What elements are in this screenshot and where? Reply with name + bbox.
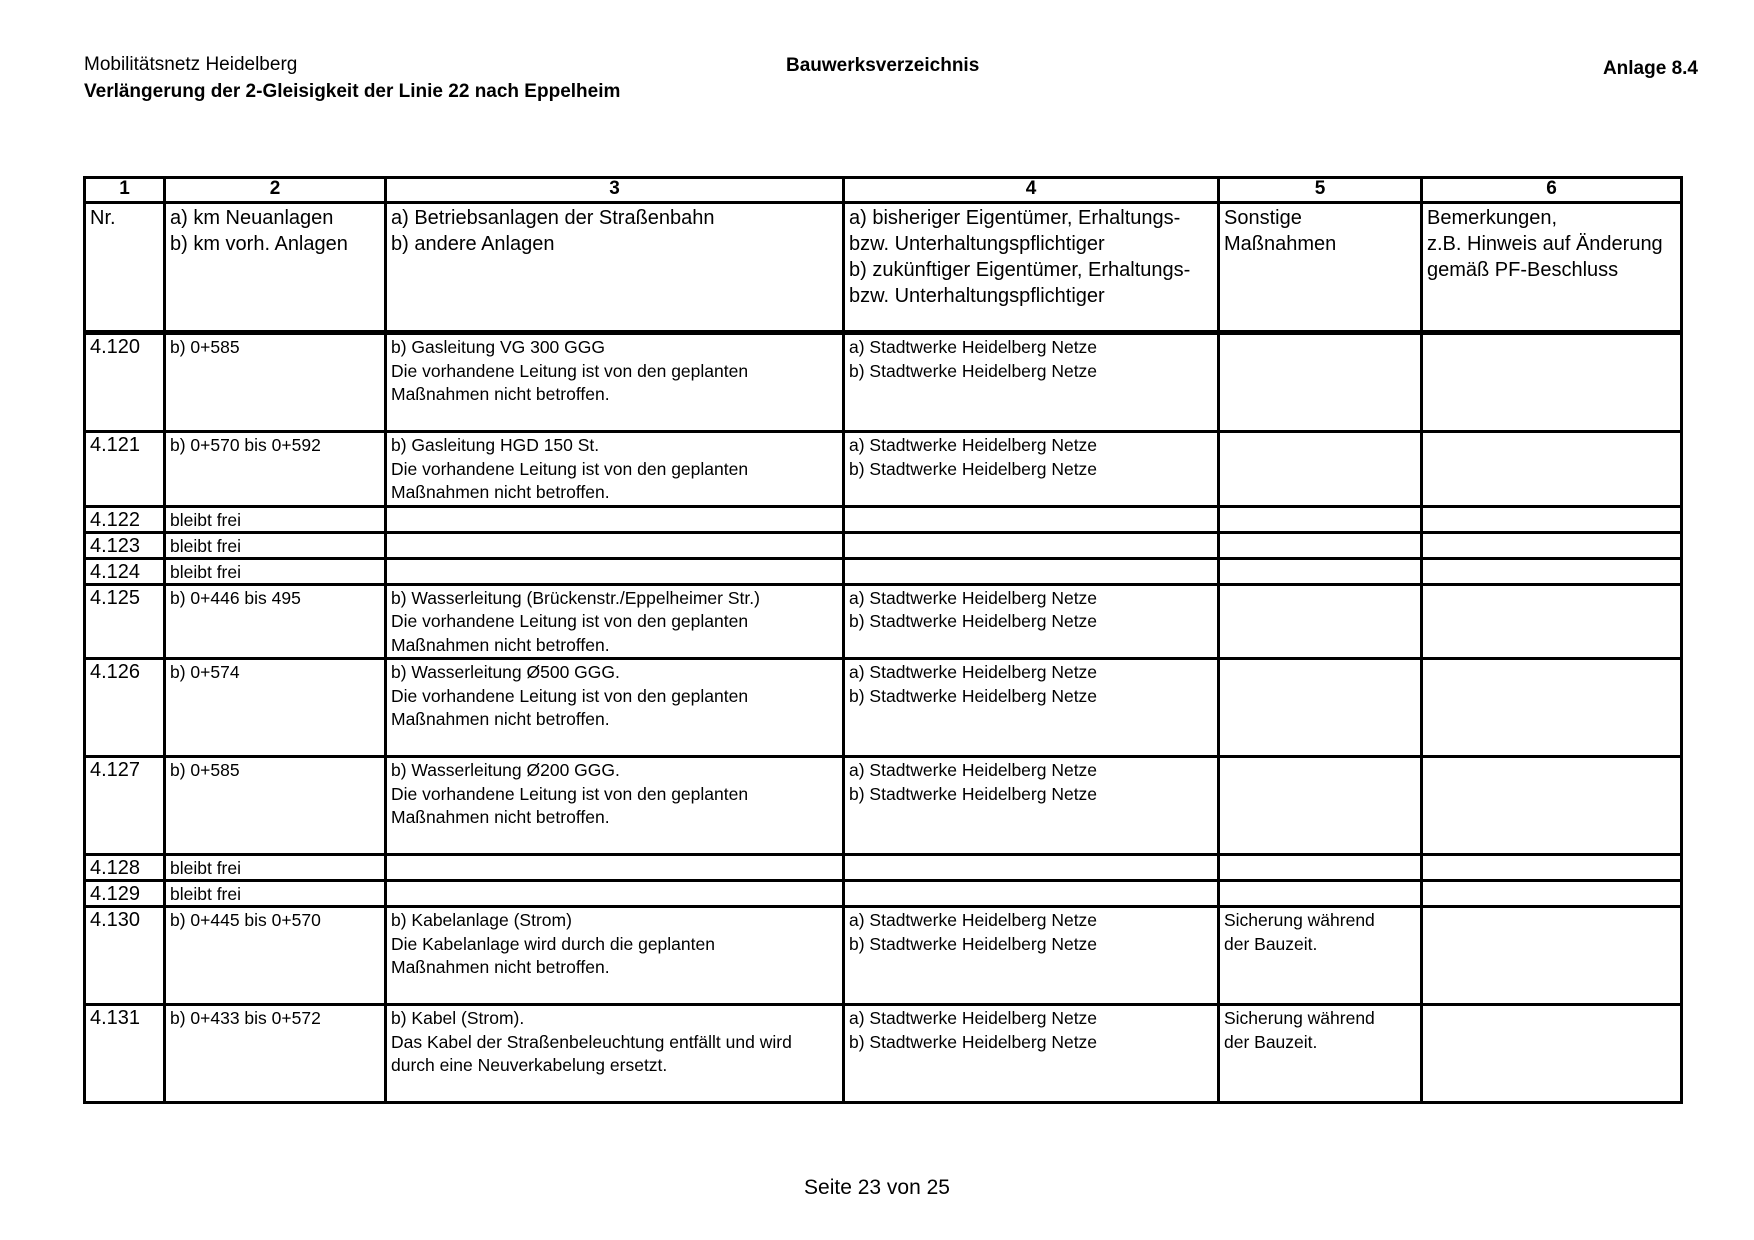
cell-bemerkungen	[1422, 1005, 1682, 1103]
cell-nr: 4.130	[85, 907, 165, 1005]
organization-name: Mobilitätsnetz Heidelberg	[84, 54, 298, 75]
cell-anlage	[386, 855, 844, 881]
cell-nr: 4.131	[85, 1005, 165, 1103]
cell-massnahmen: Sicherung während der Bauzeit.	[1219, 1005, 1422, 1103]
table-row	[85, 659, 1682, 757]
cell-massnahmen	[1219, 532, 1422, 558]
cell-km: bleibt frei	[165, 506, 386, 532]
cell-massnahmen	[1219, 333, 1422, 432]
cell-eigentuemer: a) Stadtwerke Heidelberg Netze b) Stadtwerke Heidelberg Netze	[844, 584, 1219, 659]
cell-bemerkungen	[1422, 506, 1682, 532]
table-row	[85, 558, 1682, 584]
cell-eigentuemer	[844, 506, 1219, 532]
cell-anlage	[386, 558, 844, 584]
cell-bemerkungen	[1422, 881, 1682, 907]
cell-anlage: b) Kabelanlage (Strom) Die Kabelanlage wird durch die geplanten Maßnahmen nicht betroffen.	[386, 907, 844, 1005]
cell-nr: 4.128	[85, 855, 165, 881]
cell-km: bleibt frei	[165, 881, 386, 907]
cell-bemerkungen	[1422, 855, 1682, 881]
cell-anlage	[386, 881, 844, 907]
table-row	[85, 881, 1682, 907]
cell-massnahmen	[1219, 432, 1422, 507]
cell-massnahmen	[1219, 881, 1422, 907]
cell-bemerkungen	[1422, 333, 1682, 432]
cell-km: b) 0+445 bis 0+570	[165, 907, 386, 1005]
cell-eigentuemer: a) Stadtwerke Heidelberg Netze b) Stadtwerke Heidelberg Netze	[844, 757, 1219, 855]
cell-nr: 4.124	[85, 558, 165, 584]
cell-massnahmen	[1219, 855, 1422, 881]
cell-nr: 4.127	[85, 757, 165, 855]
table-row	[85, 432, 1682, 507]
cell-bemerkungen	[1422, 432, 1682, 507]
column-number: 1	[85, 178, 165, 203]
cell-anlage: b) Gasleitung VG 300 GGG Die vorhandene Leitung ist von den geplanten Maßnahmen nicht betroffen.	[386, 333, 844, 432]
cell-km: b) 0+574	[165, 659, 386, 757]
cell-massnahmen	[1219, 757, 1422, 855]
column-number: 3	[386, 178, 844, 203]
column-number: 5	[1219, 178, 1422, 203]
column-header-nr: Nr.	[85, 203, 165, 333]
cell-anlage: b) Kabel (Strom). Das Kabel der Straßenbeleuchtung entfällt und wird durch eine Neuverkabelung ersetzt.	[386, 1005, 844, 1103]
cell-anlage	[386, 532, 844, 558]
cell-nr: 4.121	[85, 432, 165, 507]
table-row	[85, 333, 1682, 432]
column-header-anlagen: a) Betriebsanlagen der Straßenbahn b) andere Anlagen	[386, 203, 844, 333]
column-header-km: a) km Neuanlagen b) km vorh. Anlagen	[165, 203, 386, 333]
cell-km: bleibt frei	[165, 558, 386, 584]
cell-massnahmen	[1219, 506, 1422, 532]
cell-km: b) 0+585	[165, 333, 386, 432]
table-row	[85, 907, 1682, 1005]
cell-bemerkungen	[1422, 532, 1682, 558]
structures-table	[83, 176, 1683, 1104]
table-row	[85, 506, 1682, 532]
cell-massnahmen	[1219, 558, 1422, 584]
annex-label: Anlage 8.4	[1602, 58, 1698, 79]
column-header-row	[85, 203, 1682, 333]
column-number: 6	[1422, 178, 1682, 203]
cell-massnahmen	[1219, 584, 1422, 659]
cell-bemerkungen	[1422, 757, 1682, 855]
cell-eigentuemer	[844, 532, 1219, 558]
cell-km: b) 0+433 bis 0+572	[165, 1005, 386, 1103]
cell-bemerkungen	[1422, 659, 1682, 757]
cell-eigentuemer	[844, 558, 1219, 584]
cell-nr: 4.122	[85, 506, 165, 532]
cell-anlage: b) Gasleitung HGD 150 St. Die vorhandene Leitung ist von den geplanten Maßnahmen nicht betroffen.	[386, 432, 844, 507]
cell-km: bleibt frei	[165, 855, 386, 881]
column-number: 4	[844, 178, 1219, 203]
cell-eigentuemer: a) Stadtwerke Heidelberg Netze b) Stadtwerke Heidelberg Netze	[844, 432, 1219, 507]
cell-km: b) 0+446 bis 495	[165, 584, 386, 659]
cell-anlage: b) Wasserleitung Ø500 GGG. Die vorhandene Leitung ist von den geplanten Maßnahmen nicht betroffen.	[386, 659, 844, 757]
cell-eigentuemer: a) Stadtwerke Heidelberg Netze b) Stadtwerke Heidelberg Netze	[844, 907, 1219, 1005]
cell-nr: 4.123	[85, 532, 165, 558]
cell-eigentuemer	[844, 881, 1219, 907]
cell-nr: 4.125	[85, 584, 165, 659]
cell-bemerkungen	[1422, 907, 1682, 1005]
table-row	[85, 757, 1682, 855]
page-number: Seite 23 von 25	[804, 1176, 950, 1199]
cell-anlage	[386, 506, 844, 532]
column-header-bemerkungen: Bemerkungen, z.B. Hinweis auf Änderung gemäß PF-Beschluss	[1422, 203, 1682, 333]
cell-anlage: b) Wasserleitung (Brückenstr./Eppelheimer Str.) Die vorhandene Leitung ist von den geplanten Maßnahmen nicht betroffen.	[386, 584, 844, 659]
table-row	[85, 584, 1682, 659]
column-number-row	[85, 178, 1682, 203]
table-row	[85, 855, 1682, 881]
cell-eigentuemer: a) Stadtwerke Heidelberg Netze b) Stadtwerke Heidelberg Netze	[844, 1005, 1219, 1103]
cell-nr: 4.126	[85, 659, 165, 757]
cell-nr: 4.120	[85, 333, 165, 432]
cell-massnahmen: Sicherung während der Bauzeit.	[1219, 907, 1422, 1005]
table-row	[85, 1005, 1682, 1103]
column-header-eigentuemer: a) bisheriger Eigentümer, Erhaltungs- bzw. Unterhaltungspflichtiger b) zukünftiger Eigentümer, Erhaltungs- bzw. Unterhaltungspflichtiger	[844, 203, 1219, 333]
cell-nr: 4.129	[85, 881, 165, 907]
cell-bemerkungen	[1422, 584, 1682, 659]
project-title: Verlängerung der 2-Gleisigkeit der Linie 22 nach Eppelheim	[84, 81, 621, 102]
cell-eigentuemer: a) Stadtwerke Heidelberg Netze b) Stadtwerke Heidelberg Netze	[844, 659, 1219, 757]
cell-bemerkungen	[1422, 558, 1682, 584]
column-header-massnahmen: Sonstige Maßnahmen	[1219, 203, 1422, 333]
cell-anlage: b) Wasserleitung Ø200 GGG. Die vorhandene Leitung ist von den geplanten Maßnahmen nicht betroffen.	[386, 757, 844, 855]
cell-eigentuemer: a) Stadtwerke Heidelberg Netze b) Stadtwerke Heidelberg Netze	[844, 333, 1219, 432]
cell-km: b) 0+585	[165, 757, 386, 855]
table-row	[85, 532, 1682, 558]
column-number: 2	[165, 178, 386, 203]
cell-massnahmen	[1219, 659, 1422, 757]
cell-km: b) 0+570 bis 0+592	[165, 432, 386, 507]
cell-km: bleibt frei	[165, 532, 386, 558]
cell-eigentuemer	[844, 855, 1219, 881]
document-title: Bauwerksverzeichnis	[786, 55, 980, 76]
